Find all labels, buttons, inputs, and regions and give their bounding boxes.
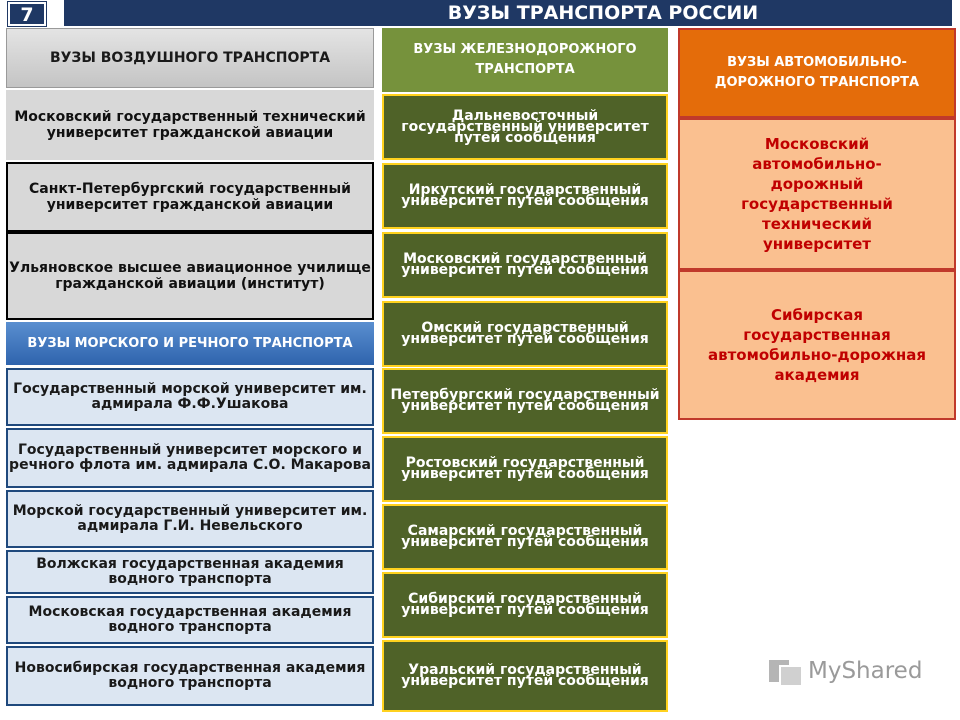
auto-item: Московский автомобильно-дорожный государственный технический университет: [678, 118, 956, 270]
sea-item: Государственный университет морского и речного флота им. адмирала С.О. Макарова: [6, 428, 374, 488]
sea-item: Новосибирская государственная академия водного транспорта: [6, 646, 374, 706]
page-title: ВУЗЫ ТРАНСПОРТА РОССИИ: [64, 0, 952, 26]
watermark-logo: [766, 656, 946, 692]
rail-item: Петербургский государственный университет путей сообщения: [382, 368, 668, 434]
watermark-icon: [766, 656, 806, 688]
watermark-text: MyShared: [808, 658, 923, 684]
air-item: Ульяновское высшее авиационное училище гражданской авиации (институт): [6, 232, 374, 320]
sea-item: Государственный морской университет им. адмирала Ф.Ф.Ушакова: [6, 368, 374, 426]
auto-item: Сибирская государственная автомобильно-дорожная академия: [678, 270, 956, 420]
air-item: Московский государственный технический университет гражданской авиации: [6, 90, 374, 160]
rail-item: Ростовский государственный университет путей сообщения: [382, 436, 668, 502]
rail-item: Самарский государственный университет путей сообщения: [382, 504, 668, 570]
air-item: Санкт-Петербургский государственный университет гражданской авиации: [6, 162, 374, 232]
rail-item: Московский государственный университет путей сообщения: [382, 232, 668, 298]
rail-item: Уральский государственный университет путей сообщения: [382, 640, 668, 712]
sea-item: Морской государственный университет им. адмирала Г.И. Невельского: [6, 490, 374, 548]
rail-item: Сибирский государственный университет путей сообщения: [382, 572, 668, 638]
rail-item: Омский государственный университет путей сообщения: [382, 301, 668, 367]
air-heading: ВУЗЫ ВОЗДУШНОГО ТРАНСПОРТА: [6, 28, 374, 88]
sea-heading: ВУЗЫ МОРСКОГО И РЕЧНОГО ТРАНСПОРТА: [6, 322, 374, 367]
rail-heading: ВУЗЫ ЖЕЛЕЗНОДОРОЖНОГО ТРАНСПОРТА: [382, 28, 668, 92]
auto-heading: ВУЗЫ АВТОМОБИЛЬНО-ДОРОЖНОГО ТРАНСПОРТА: [678, 28, 956, 118]
rail-item: Дальневосточный государственный университет путей сообщения: [382, 94, 668, 160]
rail-item: Иркутский государственный университет путей сообщения: [382, 163, 668, 229]
sea-item: Волжская государственная академия водного транспорта: [6, 550, 374, 594]
slide-number: 7: [8, 2, 46, 26]
sea-item: Московская государственная академия водного транспорта: [6, 596, 374, 644]
